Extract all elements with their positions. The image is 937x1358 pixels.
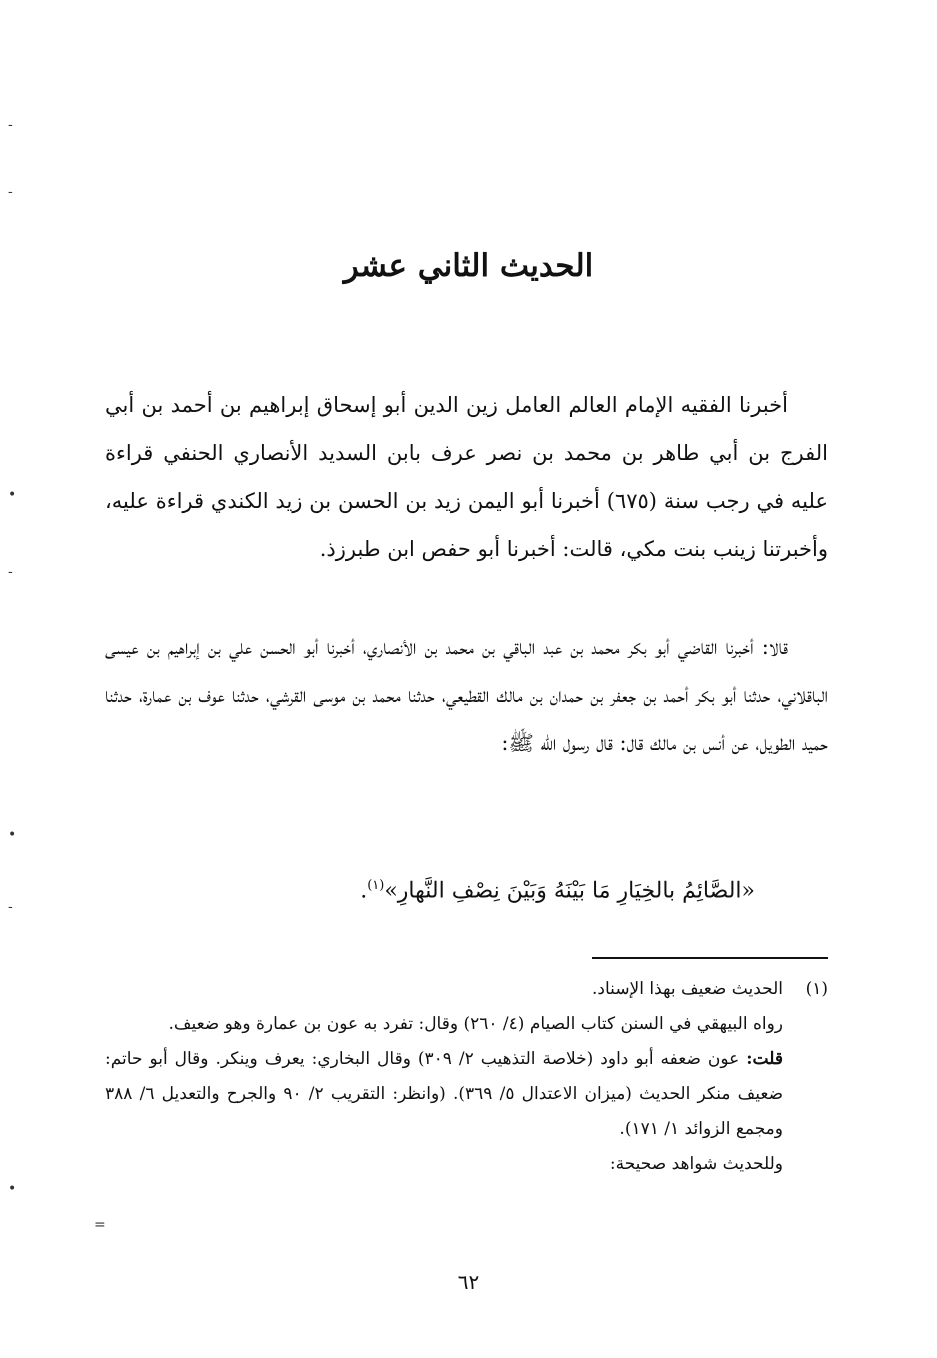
margin-mark: • — [8, 1181, 17, 1197]
footnotes — [105, 972, 828, 1182]
footnote-qalat: قلت: — [746, 1049, 784, 1069]
page-title: الحديث الثاني عشر — [343, 248, 594, 284]
footnote-line: الحديث ضعيف بهذا الإسناد. — [592, 979, 783, 999]
footnote-line: رواه البيهقي في السنن كتاب الصيام (٤/ ٢٦٠) وقال: تفرد به عون بن عمارة وهو ضعيف. — [168, 1014, 783, 1034]
footnote-separator — [592, 957, 828, 959]
paragraph-isnad-1: أخبرنا الفقيه الإمام العالم العامل زين الدين أبو إسحاق إبراهيم بن أحمد بن أبي الفرج بن أبي طاهر بن محمد بن نصر عرف بابن السديد الأنصاري الحنفي قراءة عليه في رجب سنة (٦٧٥) أخبرنا أبو اليمن زيد بن الحسن بن زيد الكندي قراءة عليه، وأخبرتنا زينب بنت مكي، قالت: أخبرنا أبو حفص ابن طبرزذ. — [105, 393, 828, 561]
margin-mark: - — [8, 564, 13, 580]
page-number: ٦٢ — [457, 1270, 480, 1294]
margin-mark: • — [8, 827, 17, 843]
hadith-text — [105, 862, 755, 915]
margin-mark: = — [94, 1217, 106, 1233]
margin-mark: - — [8, 117, 13, 133]
footnote-line — [105, 1042, 783, 1147]
footnote-marker: (١) — [805, 979, 828, 999]
hadith-matn: «الصَّائِمُ بالخِيَارِ مَا بَيْنَهُ وَبَيْنَ نِصْفِ النَّهارِ» — [384, 878, 755, 904]
footnote-text: عون ضعفه أبو داود (خلاصة التذهيب ٢/ ٣٠٩) وقال البخاري: يعرف وينكر. وقال أبو حاتم: ضعيف منكر الحديث (ميزان الاعتدال ٥/ ٣٦٩). (وانظر: التقريب ٢/ ٩٠ والجرح والتعديل ٦/ ٣٨٨ ومجمع الزوائد ١/ ١٧١). — [105, 1049, 784, 1139]
margin-mark: - — [8, 184, 13, 200]
hadith-end-mark: . — [360, 878, 368, 904]
paragraph-isnad-2: قالا: أخبرنا القاضي أبو بكر محمد بن عبد الباقي بن محمد بن الأنصاري، أخبرنا أبو الحسن علي بن إبراهيم بن عيسى الباقلاني، حدثنا أبو بكر أحمد بن جعفر بن حمدان بن مالك القطيعي، حدثنا محمد بن موسى القرشي، حدثنا عوف بن عمارة، حدثنا حميد الطويل، عن أنس بن مالك قال: قال رسول الله ﷺ: — [105, 635, 828, 755]
margin-mark: • — [8, 487, 17, 503]
footnote-line: وللحديث شواهد صحيحة: — [609, 1154, 783, 1174]
footnote-reference: (١) — [367, 878, 385, 893]
margin-mark: - — [8, 899, 13, 915]
